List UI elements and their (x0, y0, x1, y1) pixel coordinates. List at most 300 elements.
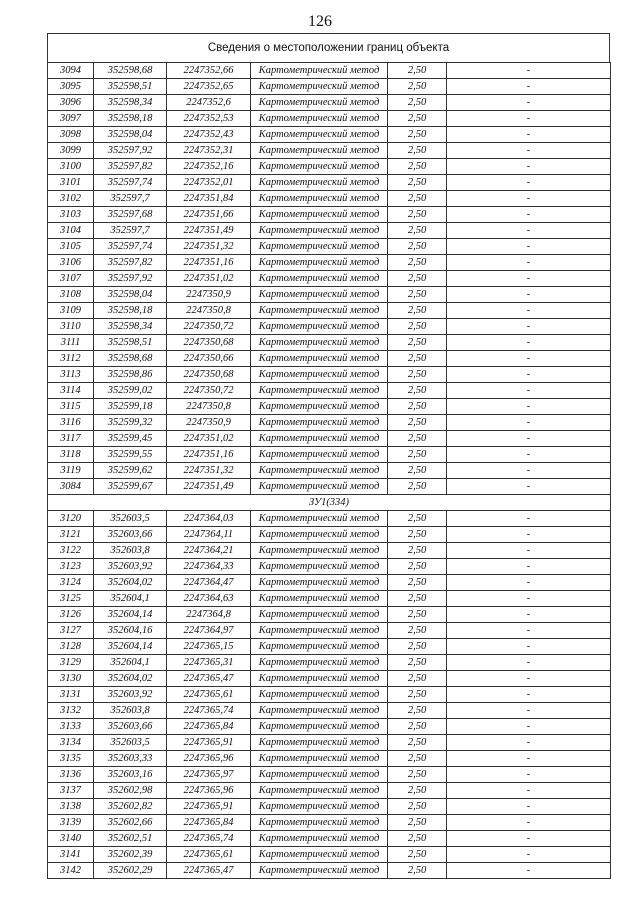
accuracy-cell: 2,50 (388, 447, 447, 463)
method-cell: Картометрический метод (251, 351, 388, 367)
x-coordinate-cell: 352599,62 (94, 463, 167, 479)
accuracy-cell: 2,50 (388, 303, 447, 319)
section-row (48, 495, 611, 511)
table-row (48, 575, 611, 591)
x-coordinate-cell: 352598,04 (94, 287, 167, 303)
x-coordinate-cell: 352603,66 (94, 527, 167, 543)
x-coordinate-cell: 352597,82 (94, 255, 167, 271)
method-cell: Картометрический метод (251, 447, 388, 463)
description-cell: - (447, 367, 611, 383)
method-cell: Картометрический метод (251, 255, 388, 271)
description-cell: - (447, 847, 611, 863)
y-coordinate-cell: 2247351,32 (167, 239, 251, 255)
description-cell: - (447, 415, 611, 431)
method-cell: Картометрический метод (251, 79, 388, 95)
table-row (48, 63, 611, 79)
point-number-cell: 3096 (48, 95, 94, 111)
description-cell: - (447, 671, 611, 687)
point-number-cell: 3133 (48, 719, 94, 735)
y-coordinate-cell: 2247351,84 (167, 191, 251, 207)
description-cell: - (447, 687, 611, 703)
description-cell: - (447, 159, 611, 175)
method-cell: Картометрический метод (251, 223, 388, 239)
accuracy-cell: 2,50 (388, 559, 447, 575)
x-coordinate-cell: 352598,68 (94, 351, 167, 367)
description-cell: - (447, 383, 611, 399)
accuracy-cell: 2,50 (388, 415, 447, 431)
boundary-sheet (47, 33, 610, 879)
accuracy-cell: 2,50 (388, 575, 447, 591)
description-cell: - (447, 319, 611, 335)
x-coordinate-cell: 352597,74 (94, 239, 167, 255)
y-coordinate-cell: 2247365,61 (167, 847, 251, 863)
y-coordinate-cell: 2247351,32 (167, 463, 251, 479)
table-body-part2 (48, 511, 611, 879)
x-coordinate-cell: 352599,32 (94, 415, 167, 431)
y-coordinate-cell: 2247350,9 (167, 415, 251, 431)
description-cell: - (447, 239, 611, 255)
accuracy-cell: 2,50 (388, 63, 447, 79)
description-cell: - (447, 863, 611, 879)
x-coordinate-cell: 352602,29 (94, 863, 167, 879)
method-cell: Картометрический метод (251, 335, 388, 351)
accuracy-cell: 2,50 (388, 703, 447, 719)
table-row (48, 319, 611, 335)
table-row (48, 127, 611, 143)
table-row (48, 191, 611, 207)
description-cell: - (447, 815, 611, 831)
accuracy-cell: 2,50 (388, 799, 447, 815)
y-coordinate-cell: 2247352,65 (167, 79, 251, 95)
method-cell: Картометрический метод (251, 543, 388, 559)
table-row (48, 831, 611, 847)
x-coordinate-cell: 352603,5 (94, 735, 167, 751)
y-coordinate-cell: 2247364,63 (167, 591, 251, 607)
x-coordinate-cell: 352604,14 (94, 639, 167, 655)
x-coordinate-cell: 352602,66 (94, 815, 167, 831)
coordinates-table (47, 62, 611, 879)
accuracy-cell: 2,50 (388, 527, 447, 543)
point-number-cell: 3110 (48, 319, 94, 335)
accuracy-cell: 2,50 (388, 735, 447, 751)
method-cell: Картометрический метод (251, 239, 388, 255)
method-cell: Картометрический метод (251, 111, 388, 127)
table-row (48, 335, 611, 351)
point-number-cell: 3136 (48, 767, 94, 783)
point-number-cell: 3141 (48, 847, 94, 863)
x-coordinate-cell: 352603,92 (94, 559, 167, 575)
description-cell: - (447, 479, 611, 495)
x-coordinate-cell: 352604,14 (94, 607, 167, 623)
description-cell: - (447, 703, 611, 719)
x-coordinate-cell: 352603,5 (94, 511, 167, 527)
point-number-cell: 3095 (48, 79, 94, 95)
table-row (48, 479, 611, 495)
x-coordinate-cell: 352598,51 (94, 79, 167, 95)
x-coordinate-cell: 352599,67 (94, 479, 167, 495)
table-row (48, 159, 611, 175)
y-coordinate-cell: 2247351,02 (167, 271, 251, 287)
method-cell: Картометрический метод (251, 639, 388, 655)
accuracy-cell: 2,50 (388, 175, 447, 191)
table-row (48, 863, 611, 879)
y-coordinate-cell: 2247365,91 (167, 735, 251, 751)
y-coordinate-cell: 2247351,16 (167, 255, 251, 271)
method-cell: Картометрический метод (251, 735, 388, 751)
table-row (48, 447, 611, 463)
table-row (48, 639, 611, 655)
point-number-cell: 3119 (48, 463, 94, 479)
description-cell: - (447, 255, 611, 271)
table-row (48, 559, 611, 575)
point-number-cell: 3138 (48, 799, 94, 815)
table-row (48, 415, 611, 431)
point-number-cell: 3109 (48, 303, 94, 319)
accuracy-cell: 2,50 (388, 463, 447, 479)
point-number-cell: 3126 (48, 607, 94, 623)
point-number-cell: 3111 (48, 335, 94, 351)
accuracy-cell: 2,50 (388, 95, 447, 111)
x-coordinate-cell: 352604,02 (94, 575, 167, 591)
table-row (48, 431, 611, 447)
table-row (48, 543, 611, 559)
x-coordinate-cell: 352598,04 (94, 127, 167, 143)
description-cell: - (447, 735, 611, 751)
point-number-cell: 3104 (48, 223, 94, 239)
description-cell: - (447, 335, 611, 351)
y-coordinate-cell: 2247364,47 (167, 575, 251, 591)
method-cell: Картометрический метод (251, 607, 388, 623)
method-cell: Картометрический метод (251, 799, 388, 815)
method-cell: Картометрический метод (251, 303, 388, 319)
table-row (48, 719, 611, 735)
table-row (48, 767, 611, 783)
y-coordinate-cell: 2247350,66 (167, 351, 251, 367)
accuracy-cell: 2,50 (388, 335, 447, 351)
method-cell: Картометрический метод (251, 751, 388, 767)
table-row (48, 239, 611, 255)
table-row (48, 255, 611, 271)
accuracy-cell: 2,50 (388, 191, 447, 207)
table-row (48, 383, 611, 399)
point-number-cell: 3134 (48, 735, 94, 751)
point-number-cell: 3094 (48, 63, 94, 79)
point-number-cell: 3118 (48, 447, 94, 463)
x-coordinate-cell: 352603,8 (94, 543, 167, 559)
y-coordinate-cell: 2247350,72 (167, 319, 251, 335)
method-cell: Картометрический метод (251, 399, 388, 415)
y-coordinate-cell: 2247365,96 (167, 783, 251, 799)
x-coordinate-cell: 352598,86 (94, 367, 167, 383)
point-number-cell: 3135 (48, 751, 94, 767)
point-number-cell: 3121 (48, 527, 94, 543)
description-cell: - (447, 831, 611, 847)
x-coordinate-cell: 352598,18 (94, 303, 167, 319)
x-coordinate-cell: 352599,55 (94, 447, 167, 463)
description-cell: - (447, 303, 611, 319)
y-coordinate-cell: 2247351,49 (167, 223, 251, 239)
y-coordinate-cell: 2247365,91 (167, 799, 251, 815)
point-number-cell: 3130 (48, 671, 94, 687)
description-cell: - (447, 399, 611, 415)
accuracy-cell: 2,50 (388, 79, 447, 95)
table-row (48, 607, 611, 623)
x-coordinate-cell: 352598,34 (94, 319, 167, 335)
accuracy-cell: 2,50 (388, 143, 447, 159)
accuracy-cell: 2,50 (388, 511, 447, 527)
method-cell: Картометрический метод (251, 783, 388, 799)
y-coordinate-cell: 2247352,43 (167, 127, 251, 143)
description-cell: - (447, 575, 611, 591)
method-cell: Картометрический метод (251, 847, 388, 863)
description-cell: - (447, 527, 611, 543)
x-coordinate-cell: 352602,98 (94, 783, 167, 799)
point-number-cell: 3107 (48, 271, 94, 287)
point-number-cell: 3123 (48, 559, 94, 575)
accuracy-cell: 2,50 (388, 831, 447, 847)
x-coordinate-cell: 352599,45 (94, 431, 167, 447)
accuracy-cell: 2,50 (388, 399, 447, 415)
description-cell: - (447, 447, 611, 463)
x-coordinate-cell: 352603,8 (94, 703, 167, 719)
accuracy-cell: 2,50 (388, 255, 447, 271)
table-row (48, 367, 611, 383)
description-cell: - (447, 351, 611, 367)
y-coordinate-cell: 2247351,66 (167, 207, 251, 223)
point-number-cell: 3108 (48, 287, 94, 303)
description-cell: - (447, 719, 611, 735)
y-coordinate-cell: 2247365,31 (167, 655, 251, 671)
x-coordinate-cell: 352598,18 (94, 111, 167, 127)
method-cell: Картометрический метод (251, 191, 388, 207)
point-number-cell: 3114 (48, 383, 94, 399)
accuracy-cell: 2,50 (388, 367, 447, 383)
point-number-cell: 3101 (48, 175, 94, 191)
table-row (48, 271, 611, 287)
method-cell: Картометрический метод (251, 575, 388, 591)
method-cell: Картометрический метод (251, 63, 388, 79)
method-cell: Картометрический метод (251, 703, 388, 719)
point-number-cell: 3097 (48, 111, 94, 127)
y-coordinate-cell: 2247351,02 (167, 431, 251, 447)
accuracy-cell: 2,50 (388, 783, 447, 799)
description-cell: - (447, 63, 611, 79)
description-cell: - (447, 463, 611, 479)
point-number-cell: 3113 (48, 367, 94, 383)
description-cell: - (447, 223, 611, 239)
accuracy-cell: 2,50 (388, 751, 447, 767)
accuracy-cell: 2,50 (388, 623, 447, 639)
table-row (48, 95, 611, 111)
description-cell: - (447, 95, 611, 111)
x-coordinate-cell: 352603,66 (94, 719, 167, 735)
y-coordinate-cell: 2247364,21 (167, 543, 251, 559)
point-number-cell: 3140 (48, 831, 94, 847)
point-number-cell: 3125 (48, 591, 94, 607)
x-coordinate-cell: 352603,33 (94, 751, 167, 767)
point-number-cell: 3102 (48, 191, 94, 207)
y-coordinate-cell: 2247352,53 (167, 111, 251, 127)
point-number-cell: 3116 (48, 415, 94, 431)
description-cell: - (447, 607, 611, 623)
y-coordinate-cell: 2247350,9 (167, 287, 251, 303)
table-row (48, 623, 611, 639)
x-coordinate-cell: 352597,7 (94, 191, 167, 207)
method-cell: Картометрический метод (251, 431, 388, 447)
method-cell: Картометрический метод (251, 767, 388, 783)
point-number-cell: 3099 (48, 143, 94, 159)
table-body-part1 (48, 63, 611, 495)
y-coordinate-cell: 2247350,68 (167, 367, 251, 383)
table-row (48, 143, 611, 159)
table-row (48, 671, 611, 687)
method-cell: Картометрический метод (251, 511, 388, 527)
description-cell: - (447, 639, 611, 655)
table-row (48, 703, 611, 719)
y-coordinate-cell: 2247350,68 (167, 335, 251, 351)
method-cell: Картометрический метод (251, 815, 388, 831)
y-coordinate-cell: 2247365,84 (167, 815, 251, 831)
method-cell: Картометрический метод (251, 623, 388, 639)
x-coordinate-cell: 352598,34 (94, 95, 167, 111)
point-number-cell: 3122 (48, 543, 94, 559)
point-number-cell: 3129 (48, 655, 94, 671)
method-cell: Картометрический метод (251, 95, 388, 111)
description-cell: - (447, 143, 611, 159)
point-number-cell: 3127 (48, 623, 94, 639)
description-cell: - (447, 111, 611, 127)
accuracy-cell: 2,50 (388, 383, 447, 399)
y-coordinate-cell: 2247351,16 (167, 447, 251, 463)
method-cell: Картометрический метод (251, 687, 388, 703)
accuracy-cell: 2,50 (388, 591, 447, 607)
description-cell: - (447, 175, 611, 191)
accuracy-cell: 2,50 (388, 863, 447, 879)
y-coordinate-cell: 2247365,15 (167, 639, 251, 655)
y-coordinate-cell: 2247365,74 (167, 703, 251, 719)
description-cell: - (447, 767, 611, 783)
accuracy-cell: 2,50 (388, 207, 447, 223)
x-coordinate-cell: 352597,92 (94, 143, 167, 159)
accuracy-cell: 2,50 (388, 223, 447, 239)
description-cell: - (447, 623, 611, 639)
description-cell: - (447, 271, 611, 287)
y-coordinate-cell: 2247365,96 (167, 751, 251, 767)
table-row (48, 207, 611, 223)
point-number-cell: 3124 (48, 575, 94, 591)
point-number-cell: 3120 (48, 511, 94, 527)
x-coordinate-cell: 352604,02 (94, 671, 167, 687)
table-row (48, 655, 611, 671)
x-coordinate-cell: 352603,92 (94, 687, 167, 703)
accuracy-cell: 2,50 (388, 319, 447, 335)
table-row (48, 79, 611, 95)
accuracy-cell: 2,50 (388, 271, 447, 287)
y-coordinate-cell: 2247352,66 (167, 63, 251, 79)
accuracy-cell: 2,50 (388, 159, 447, 175)
section-row-group (48, 495, 611, 511)
y-coordinate-cell: 2247352,6 (167, 95, 251, 111)
y-coordinate-cell: 2247364,03 (167, 511, 251, 527)
description-cell: - (447, 511, 611, 527)
x-coordinate-cell: 352599,02 (94, 383, 167, 399)
description-cell: - (447, 559, 611, 575)
point-number-cell: 3137 (48, 783, 94, 799)
table-row (48, 511, 611, 527)
point-number-cell: 3132 (48, 703, 94, 719)
accuracy-cell: 2,50 (388, 111, 447, 127)
table-row (48, 399, 611, 415)
table-row (48, 847, 611, 863)
y-coordinate-cell: 2247365,61 (167, 687, 251, 703)
accuracy-cell: 2,50 (388, 671, 447, 687)
table-row (48, 303, 611, 319)
method-cell: Картометрический метод (251, 479, 388, 495)
table-row (48, 223, 611, 239)
table-row (48, 175, 611, 191)
method-cell: Картометрический метод (251, 591, 388, 607)
table-row (48, 111, 611, 127)
x-coordinate-cell: 352597,92 (94, 271, 167, 287)
description-cell: - (447, 799, 611, 815)
method-cell: Картометрический метод (251, 863, 388, 879)
x-coordinate-cell: 352598,68 (94, 63, 167, 79)
method-cell: Картометрический метод (251, 367, 388, 383)
accuracy-cell: 2,50 (388, 687, 447, 703)
method-cell: Картометрический метод (251, 463, 388, 479)
y-coordinate-cell: 2247351,49 (167, 479, 251, 495)
y-coordinate-cell: 2247365,47 (167, 863, 251, 879)
x-coordinate-cell: 352602,82 (94, 799, 167, 815)
description-cell: - (447, 655, 611, 671)
description-cell: - (447, 79, 611, 95)
y-coordinate-cell: 2247365,74 (167, 831, 251, 847)
point-number-cell: 3103 (48, 207, 94, 223)
y-coordinate-cell: 2247364,97 (167, 623, 251, 639)
table-row (48, 783, 611, 799)
accuracy-cell: 2,50 (388, 639, 447, 655)
method-cell: Картометрический метод (251, 159, 388, 175)
description-cell: - (447, 591, 611, 607)
description-cell: - (447, 543, 611, 559)
accuracy-cell: 2,50 (388, 607, 447, 623)
point-number-cell: 3106 (48, 255, 94, 271)
point-number-cell: 3117 (48, 431, 94, 447)
accuracy-cell: 2,50 (388, 719, 447, 735)
y-coordinate-cell: 2247352,31 (167, 143, 251, 159)
method-cell: Картометрический метод (251, 559, 388, 575)
description-cell: - (447, 191, 611, 207)
x-coordinate-cell: 352597,82 (94, 159, 167, 175)
description-cell: - (447, 431, 611, 447)
method-cell: Картометрический метод (251, 527, 388, 543)
point-number-cell: 3128 (48, 639, 94, 655)
accuracy-cell: 2,50 (388, 543, 447, 559)
method-cell: Картометрический метод (251, 831, 388, 847)
x-coordinate-cell: 352597,74 (94, 175, 167, 191)
x-coordinate-cell: 352602,39 (94, 847, 167, 863)
table-row (48, 287, 611, 303)
accuracy-cell: 2,50 (388, 351, 447, 367)
description-cell: - (447, 751, 611, 767)
table-row (48, 527, 611, 543)
y-coordinate-cell: 2247350,72 (167, 383, 251, 399)
accuracy-cell: 2,50 (388, 847, 447, 863)
table-row (48, 815, 611, 831)
table-header: Сведения о местоположении границ объекта (47, 33, 610, 62)
x-coordinate-cell: 352604,16 (94, 623, 167, 639)
y-coordinate-cell: 2247364,8 (167, 607, 251, 623)
